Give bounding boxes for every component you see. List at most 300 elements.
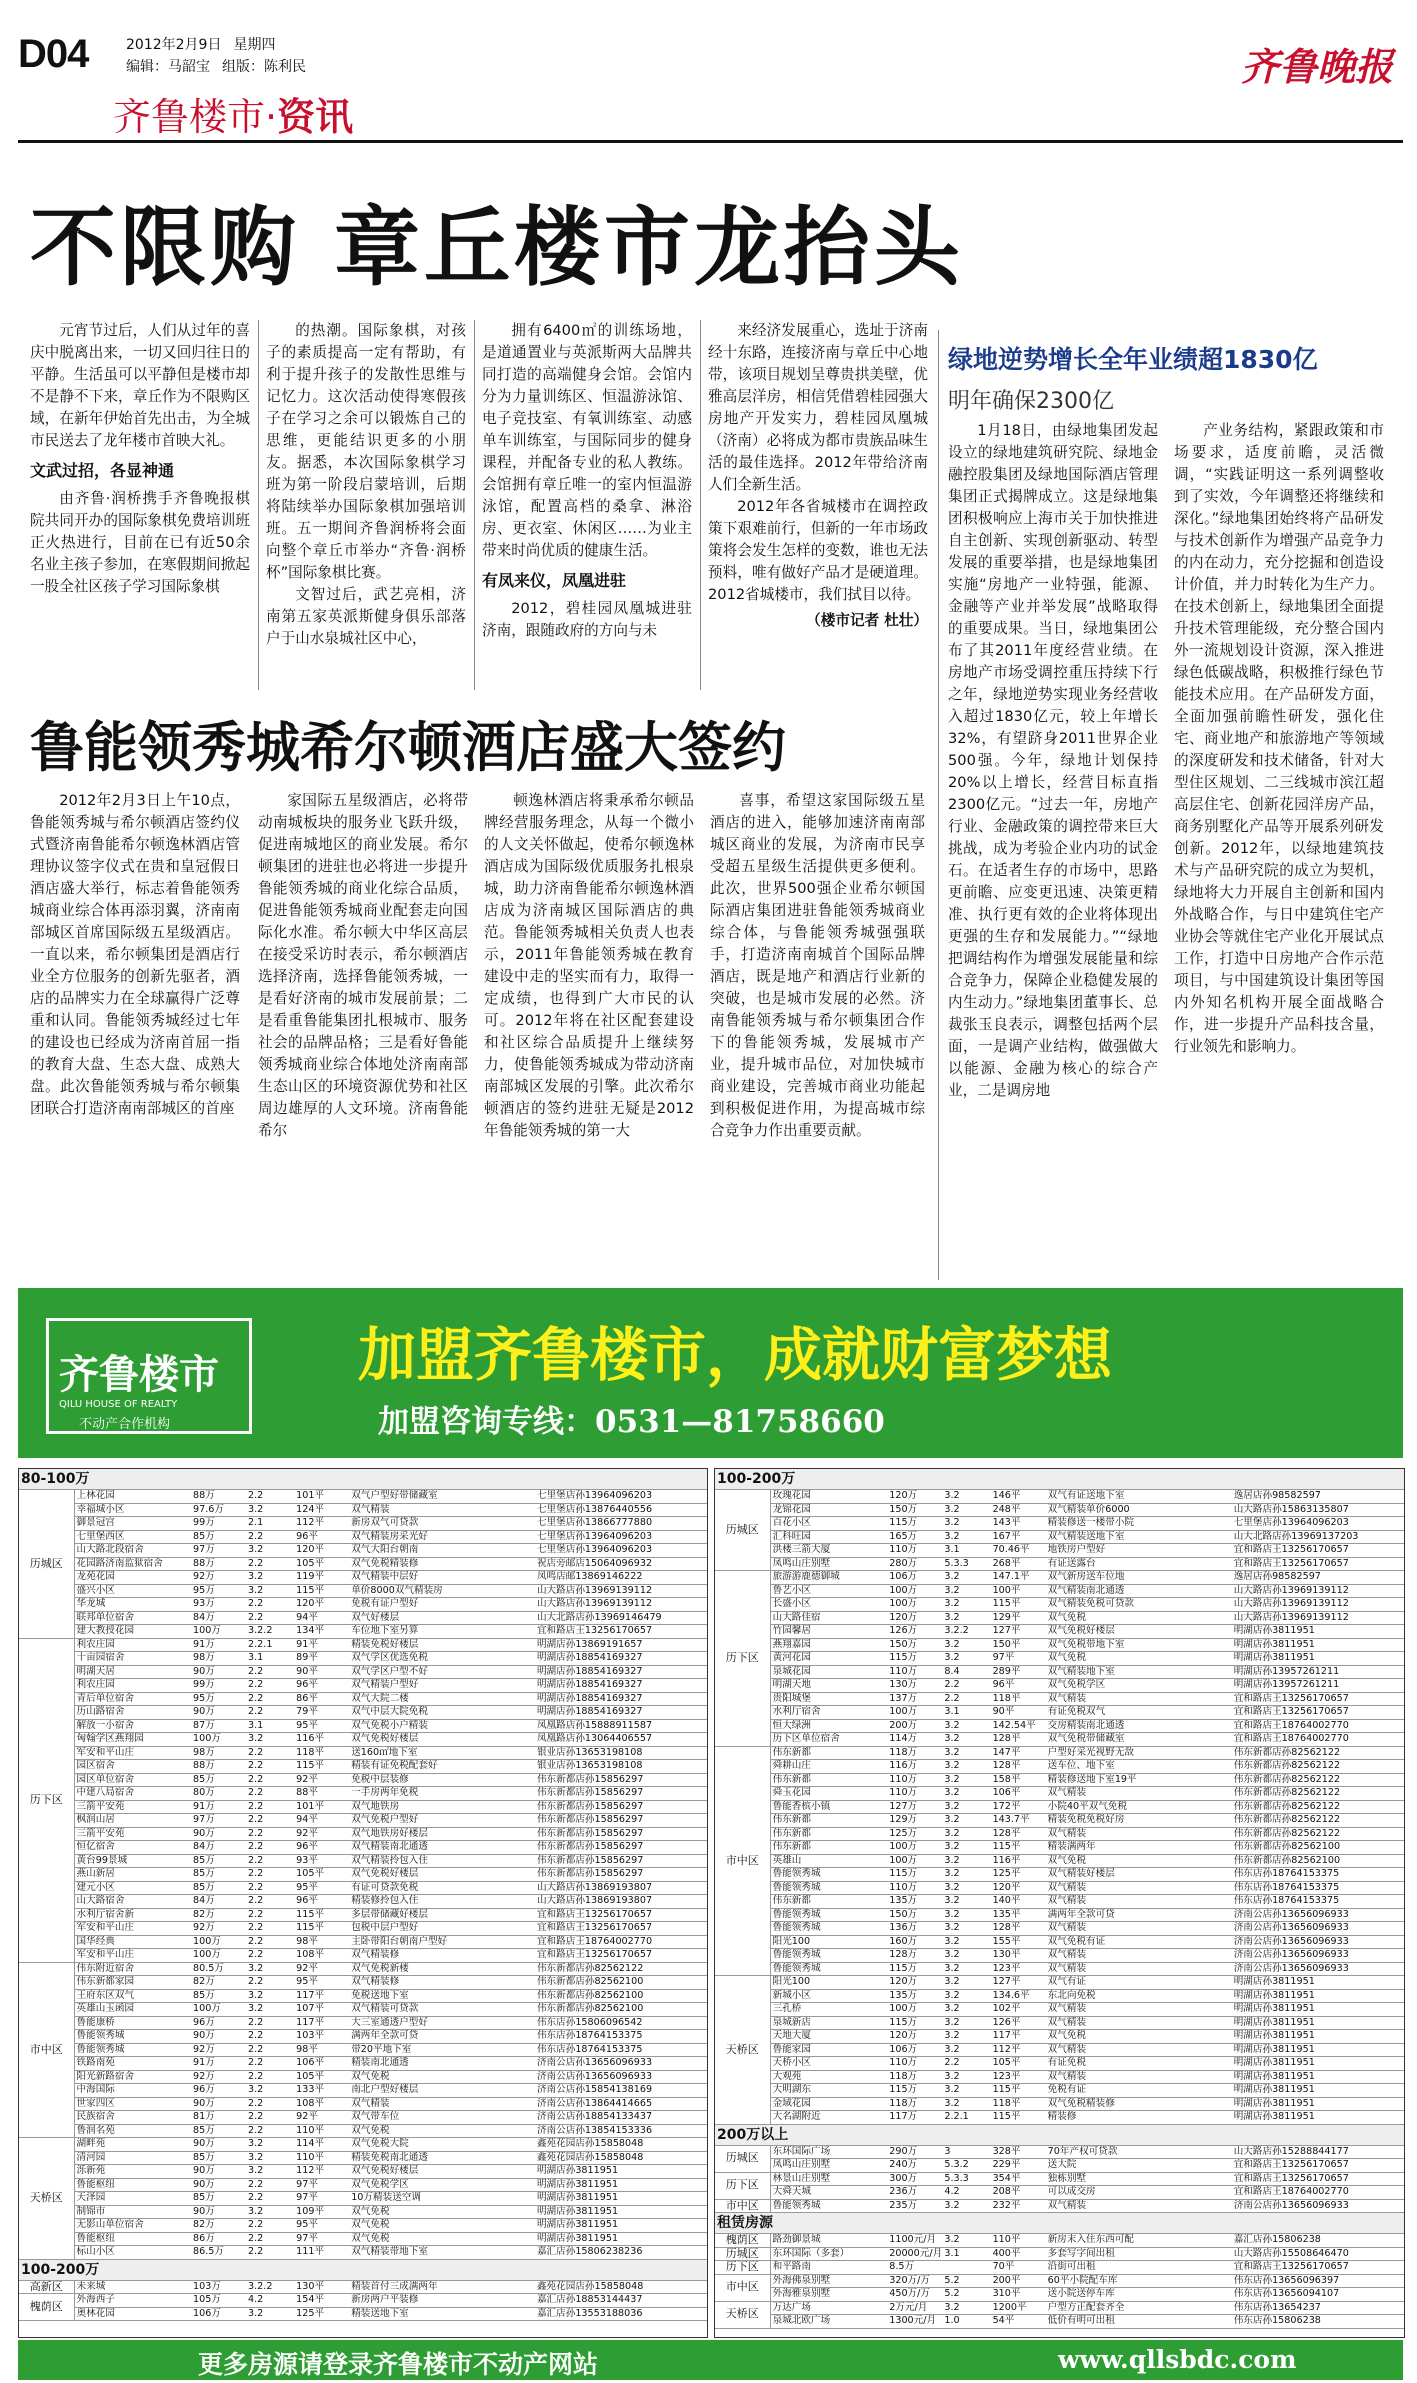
- listing-area: 95平: [294, 2219, 349, 2233]
- story1-byline: （楼市记者 杜壮）: [806, 612, 928, 629]
- listing-note: 双气精装送地下室: [1046, 1530, 1232, 1544]
- story1-column-1: [30, 320, 250, 690]
- listing-agent: 伟东店孙18764153375: [535, 2030, 707, 2044]
- listing-layout: 3.2: [942, 1841, 990, 1855]
- listing-name: 鲁艺小区: [770, 1584, 887, 1598]
- listing-row: [19, 2165, 707, 2179]
- section-separator: ·: [265, 95, 278, 139]
- listing-layout: 2.2: [246, 1949, 294, 1963]
- listing-row: [715, 2145, 1404, 2159]
- listing-note: 免税有证户型好: [349, 1598, 535, 1612]
- story2-col2-text: 家国际五星级酒店，必将带动南城板块的服务业飞跃升级，促进南城地区的商业发展。希尔顿集团的进驻也必将进一步提升鲁能领秀城的商业化综合品质，促进鲁能领秀城商业配套走向国际化水准。希尔顿大中华区高层在接受采访时表示，希尔顿酒店选择济南，选择鲁能领秀城，一是看好济南的城市发展前景；二是看重鲁能集团扎根城市、服务社会的品牌品格；三是看好鲁能领秀城商业综合体地处济南南部生态山区的环境资源优势和社区周边雄厚的人文环境。济南鲁能希尔: [258, 792, 468, 1139]
- listing-area: 96平: [991, 1679, 1046, 1693]
- listing-note: 送160㎡地下室: [349, 1746, 535, 1760]
- listing-agent: 伟东新都店孙82562122: [1232, 1814, 1404, 1828]
- listing-price: 125万: [887, 1827, 942, 1841]
- listing-area: 89平: [294, 1652, 349, 1666]
- listing-area: 147平: [991, 1746, 1046, 1760]
- listing-note: 双气免税学区: [1046, 1679, 1232, 1693]
- listing-layout: 3.2: [246, 1503, 294, 1517]
- listing-price: 115万: [887, 1652, 942, 1666]
- listing-area: 109平: [294, 2205, 349, 2219]
- listing-layout: 3.2: [942, 1571, 990, 1585]
- listing-layout: 2.2: [246, 2232, 294, 2246]
- listing-agent: 伟东店孙15806238: [1232, 2315, 1404, 2329]
- listing-agent: 逸居店孙98582597: [1232, 1571, 1404, 1585]
- listing-agent: 明湖店孙3811951: [1232, 1989, 1404, 2003]
- listing-note: 送车位、地下室: [1046, 1760, 1232, 1774]
- listing-agent: 宜和路店王13256170657: [1232, 1544, 1404, 1558]
- listing-layout: 3.2: [942, 1868, 990, 1882]
- listing-price: 98万: [191, 1652, 246, 1666]
- listing-area: 97平: [294, 2232, 349, 2246]
- listing-price: 150万: [887, 1638, 942, 1652]
- listing-agent: 逸居店孙98582597: [1232, 1490, 1404, 1504]
- listing-row: [19, 2111, 707, 2125]
- listing-note: 有证免税双气: [1046, 1706, 1232, 1720]
- listings-right: [714, 1468, 1405, 2338]
- listing-row: [715, 1908, 1404, 1922]
- district-label: 槐荫区: [715, 2234, 770, 2248]
- listing-layout: 2.2: [246, 2097, 294, 2111]
- listing-row: [19, 2138, 707, 2152]
- district-label: 历城区: [19, 1490, 74, 1639]
- listing-agent: 济南公店孙13656096933: [535, 2057, 707, 2071]
- listing-name: 大观苑: [770, 2070, 887, 2084]
- listing-agent: 宜和路店王13256170657: [1232, 2159, 1404, 2173]
- story2-headline: 鲁能领秀城希尔顿酒店盛大签约: [30, 716, 786, 779]
- listing-layout: 3.2: [942, 2084, 990, 2098]
- listing-area: 130平: [294, 2280, 349, 2294]
- listing-area: 103平: [294, 2030, 349, 2044]
- listing-row: [715, 2315, 1404, 2329]
- listing-agent: 七里堡店孙13964096203: [535, 1544, 707, 1558]
- listing-name: 鲁能领秀城: [74, 2043, 191, 2057]
- listing-price: 96万: [191, 2016, 246, 2030]
- listing-note: 满两年全款可贷: [1046, 1908, 1232, 1922]
- listing-note: 双气免税户型好: [349, 1814, 535, 1828]
- listing-price: 135万: [887, 1895, 942, 1909]
- listing-layout: 3.1: [942, 1544, 990, 1558]
- story1-col3b-text: 2012，碧桂园凤凰城进驻济南，跟随政府的方向与未: [482, 600, 692, 639]
- listing-name: 湖畔苑: [74, 2138, 191, 2152]
- listing-note: 大三室通透户型好: [349, 2016, 535, 2030]
- listing-name: 山大路北段宿舍: [74, 1544, 191, 1558]
- listing-layout: 2.2: [246, 2178, 294, 2192]
- listing-layout: 3.2.2: [246, 2280, 294, 2294]
- listing-note: 双气中层大院免税: [349, 1706, 535, 1720]
- listing-layout: 4.2: [246, 2294, 294, 2308]
- listing-price: 85万: [191, 1868, 246, 1882]
- listing-layout: 3.2: [942, 1584, 990, 1598]
- listing-agent: 济南公店孙13864414665: [535, 2097, 707, 2111]
- side-col2-text: 产业务结构，紧跟政策和市场要求，适度前瞻，灵活微调，“实践证明这一系列调整收到了实效，今年调整还将继续和深化。”绿地集团始终将产品研发与技术创新作为增强产品竞争力的内在动力，充分挖掘和创造设计价值，并力时转化为生产力。在技术创新上，绿地集团全面提升技术管理能级，充分整合国内外一流规划设计资源，深入推进绿色低碳战略，积极推行绿色节能技术应用。在产品研发方面，全面加强前瞻性研发，强化住宅、商业地产和旅游地产等领域的深度研发和技术储备，针对大型住区规划、二三线城市滨江超高层住宅、创新花园洋房产品，商务别墅化产品等开展系列研发创新。2012年，以绿地建筑技术与产品研究院的成立为契机，绿地将大力开展自主创新和国内外战略合作，与日中建筑住宅产业协会等就住宅产业化开展试点工作，打造中日房地产合作示范项目，与中国建筑设计集团等国内外知名机构开展全面战略合作，进一步提升产品科技含量，行业领先和影响力。: [1174, 422, 1384, 1055]
- listing-area: 248平: [991, 1503, 1046, 1517]
- listing-name: 贵阳城堡: [770, 1692, 887, 1706]
- listing-note: 精装送地下室: [349, 2307, 535, 2321]
- listing-area: 115平: [294, 1584, 349, 1598]
- listing-area: 128平: [991, 1760, 1046, 1774]
- listing-note: 双气精装房采光好: [349, 1530, 535, 1544]
- listing-layout: 3.2: [942, 1922, 990, 1936]
- listing-row: [19, 1908, 707, 1922]
- listing-layout: 3.1: [942, 2247, 990, 2261]
- listing-layout: 5.3.3: [942, 2172, 990, 2186]
- listing-area: 129平: [991, 1611, 1046, 1625]
- listing-area: 155平: [991, 1935, 1046, 1949]
- listing-name: 枫润山居: [74, 1814, 191, 1828]
- listing-price: 100万: [887, 1598, 942, 1612]
- listing-name: 恒亿宿舍: [74, 1841, 191, 1855]
- listing-area: 101平: [294, 1490, 349, 1504]
- listing-area: 115平: [294, 1922, 349, 1936]
- price-section-row: [715, 1469, 1404, 1490]
- listing-note: 新房两户平装修: [349, 2294, 535, 2308]
- listing-agent: 宜和路店王18764002770: [1232, 2186, 1404, 2200]
- listing-area: 142.54平: [991, 1719, 1046, 1733]
- banner-logo: [46, 1318, 252, 1434]
- listing-layout: 3.2: [942, 1517, 990, 1531]
- listing-row: [19, 1517, 707, 1531]
- listing-row: [19, 1679, 707, 1693]
- listing-price: 20000元/月: [889, 2247, 943, 2259]
- listing-price: 8.5万: [887, 2261, 942, 2275]
- listing-name: 建元小区: [74, 1881, 191, 1895]
- listing-price: 100万: [887, 2003, 942, 2017]
- listing-agent: 济南公店孙13656096933: [535, 2070, 707, 2084]
- listing-name: 伟东新都: [770, 1827, 887, 1841]
- listing-name: 长盛小区: [770, 1598, 887, 1612]
- listing-area: 118平: [991, 2097, 1046, 2111]
- listing-note: 双气免税: [1046, 1854, 1232, 1868]
- listing-agent: 伟东新都店孙82562122: [1232, 1800, 1404, 1814]
- listing-area: 154平: [294, 2294, 349, 2308]
- listing-layout: 3.2: [942, 1989, 990, 2003]
- story2-col4-text: 喜事，希望这家国际级五星酒店的进入，能够加速济南南部城区商业的发展，为济南市民享受超五星级生活提供更多便利。此次，世界500强企业希尔顿国际酒店集团进驻鲁能领秀城商业综合体，与鲁能领秀城强强联手，打造济南南城首个国际品牌酒店，既是地产和酒店行业新的突破，也是城市发展的必然。济南鲁能领秀城与希尔顿集团合作下的鲁能领秀城，发展城市产业，提升城市品位，对加快城市商业建设，完善城市商业功能起到积极促进作用，为提高城市综合竞争力作出重要贡献。: [710, 792, 925, 1139]
- listing-name: 华龙城: [74, 1598, 191, 1612]
- story2-col1-text: 2012年2月3日上午10点，鲁能领秀城与希尔顿酒店签约仪式暨济南鲁能希尔顿逸林酒店管理协议签字仪式在贵和皇冠假日酒店盛大举行，标志着鲁能领秀城商业综合体再添羽翼，济南南部城区首席国际级五星级酒店。一直以来，希尔顿集团是酒店行业全方位服务的创新先驱者，酒店的品牌实力在全球赢得广泛尊重和认同。鲁能领秀城经过七年的建设也已经成为济南首屈一指的教育大盘、生态大盘、成熟大盘。此次鲁能领秀城与希尔顿集团联合打造济南南部城区的首座: [30, 792, 240, 1117]
- story1-column-3: [482, 320, 692, 690]
- listing-row: [715, 2159, 1404, 2173]
- listing-layout: 3.2: [246, 1544, 294, 1558]
- story1-column-2: [266, 320, 466, 690]
- listing-name: 三箭平安苑: [74, 1800, 191, 1814]
- listing-note: 免税送地下室: [349, 1989, 535, 2003]
- listing-row: [715, 1530, 1404, 1544]
- listing-price: 90万: [191, 1665, 246, 1679]
- listing-price: 85万: [191, 1854, 246, 1868]
- listing-row: [715, 1706, 1404, 1720]
- listing-layout: 2.2: [246, 1922, 294, 1936]
- listing-note: 精装修: [1046, 2111, 1232, 2125]
- listing-name: 汇科旺园: [770, 1530, 887, 1544]
- listing-agent: 明湖店孙3811951: [1232, 1625, 1404, 1639]
- listing-area: 119平: [294, 1571, 349, 1585]
- listing-layout: 2.2: [246, 1854, 294, 1868]
- listing-layout: 3.2: [942, 1773, 990, 1787]
- side-story: [948, 340, 1388, 1270]
- listing-note: 沿街可出租: [1046, 2261, 1232, 2275]
- listing-note: 精装修拎包入住: [349, 1895, 535, 1909]
- listing-agent: 明湖店孙3811951: [535, 2205, 707, 2219]
- listing-agent: 伟东店孙18764153375: [535, 2043, 707, 2057]
- section-title: [113, 86, 353, 141]
- listing-agent: 明湖店孙18854169327: [535, 1665, 707, 1679]
- listing-agent: 伟东新都店孙82562100: [535, 1989, 707, 2003]
- listing-price: 110万: [887, 1544, 942, 1558]
- listing-agent: 银业店孙13653198108: [535, 1760, 707, 1774]
- listing-area: 95平: [294, 1881, 349, 1895]
- listing-price: 116万: [887, 1760, 942, 1774]
- listing-name: 燕翔嘉园: [770, 1638, 887, 1652]
- listing-name: 军安和平山庄: [74, 1746, 191, 1760]
- listing-area: 232平: [991, 2199, 1046, 2213]
- listing-area: 128平: [991, 1827, 1046, 1841]
- listing-agent: 济南公店孙13656096933: [1232, 1922, 1404, 1936]
- listing-row: [19, 1598, 707, 1612]
- listing-note: 精装首付三成满两年: [349, 2280, 535, 2294]
- listing-price: 85万: [191, 1881, 246, 1895]
- listing-note: 双气精装: [1046, 2016, 1232, 2030]
- listing-note: 双气精装户型好: [349, 1679, 535, 1693]
- column-divider: [474, 320, 475, 690]
- listings-left: [18, 1468, 708, 2338]
- listing-row: [19, 1719, 707, 1733]
- listing-price: 320万/万: [887, 2274, 942, 2288]
- story2-column-4: [710, 790, 925, 1270]
- listing-row: [715, 2016, 1404, 2030]
- listing-note: 双气免税好楼层: [349, 1868, 535, 1882]
- listing-note: 新房双气可贷款: [349, 1517, 535, 1531]
- listing-agent: 明湖店孙13869191657: [535, 1638, 707, 1652]
- listing-name: 鲁能领秀城: [770, 2199, 887, 2213]
- listing-layout: 2.2: [246, 1530, 294, 1544]
- listing-price: 100万: [191, 1935, 246, 1949]
- listing-agent: 山大路店孙13869193807: [535, 1895, 707, 1909]
- listing-name: 三孔桥: [770, 2003, 887, 2017]
- story1-col4b-text: 2012年各省城楼市在调控政策下艰难前行，但新的一年市场政策将会发生怎样的变数，谁也无法预料，唯有做好产品才是硬道理。2012省城楼市，我们拭目以待。: [708, 498, 928, 603]
- listing-name: 伟东新都: [770, 1895, 887, 1909]
- listing-row: [715, 2172, 1404, 2186]
- listing-agent: 伟东新都店孙15856297: [535, 1787, 707, 1801]
- listing-agent: 凤鸣店邮13869146222: [535, 1571, 707, 1585]
- price-section-label: 租赁房源: [715, 2213, 1404, 2234]
- listing-name: 奥林花园: [74, 2307, 191, 2321]
- listing-row: [715, 1962, 1404, 1976]
- listing-agent: 济南公店孙13656096933: [1232, 1935, 1404, 1949]
- listing-row: [715, 1989, 1404, 2003]
- listing-area: 88平: [294, 1787, 349, 1801]
- listing-note: 双气免税新楼: [349, 1962, 535, 1976]
- listing-area: 208平: [991, 2186, 1046, 2200]
- listing-note: 独栋别墅: [1046, 2172, 1232, 2186]
- listing-layout: 2.2: [246, 1908, 294, 1922]
- story1-col2-text: 的热潮。国际象棋，对孩子的素质提高一定有帮助，有利于提升孩子的发散性思维与记忆力。这次活动使得寒假孩子在学习之余可以锻炼自己的思维，更能结识更多的小朋友。据悉，本次国际象棋学习班为第一阶段启蒙培训，后期将陆续举办国际象棋加强培训班。五一期间齐鲁润桥将会面向整个章丘市举办“齐鲁·润桥杯”国际象棋比赛。: [266, 322, 466, 581]
- listing-area: 92平: [294, 1962, 349, 1976]
- listing-price: 80万: [191, 1787, 246, 1801]
- listing-price: 120万: [887, 1976, 942, 1990]
- listing-name: 鲁能领秀城: [770, 1868, 887, 1882]
- listing-layout: 5.2: [942, 2274, 990, 2288]
- listing-agent: 七里堡店孙13964096203: [535, 1490, 707, 1504]
- listing-layout: 2.2: [246, 1773, 294, 1787]
- listing-price: 103万: [191, 2280, 246, 2294]
- listing-note: 交房精装南北通透: [1046, 1719, 1232, 1733]
- listing-agent: 宜和路店王13256170657: [535, 1625, 707, 1639]
- listing-name: 鲁能枢纽: [74, 2232, 191, 2246]
- listing-note: 双气免税: [1046, 2030, 1232, 2044]
- listing-agent: 明湖店孙3811951: [1232, 2070, 1404, 2084]
- banner-logo-sub: 不动产合作机构: [79, 1417, 171, 1432]
- listing-name: 青后单位宿舍: [74, 1692, 191, 1706]
- listing-note: 双气精装: [1046, 2003, 1232, 2017]
- listing-row: [19, 1557, 707, 1571]
- listing-area: 143平: [991, 1517, 1046, 1531]
- listing-layout: 2.2: [246, 1827, 294, 1841]
- listing-price: 81万: [191, 2111, 246, 2125]
- listing-layout: 3.2: [246, 2138, 294, 2152]
- listing-note: 双气免税带储藏室: [1046, 1733, 1232, 1747]
- listing-note: 双气免税带地下室: [1046, 1638, 1232, 1652]
- listing-layout: 2.2: [246, 1598, 294, 1612]
- listing-name: 伟东附近宿舍: [74, 1962, 191, 1976]
- listing-price: 88万: [191, 1557, 246, 1571]
- listing-name: 恒大绿洲: [770, 1719, 887, 1733]
- listing-price: 82万: [191, 1976, 246, 1990]
- listing-row: [715, 1746, 1404, 1760]
- listing-name: 国华经典: [74, 1935, 191, 1949]
- price-section-row: [19, 2259, 707, 2280]
- district-label: 历下区: [19, 1638, 74, 1962]
- listing-price: 150万: [887, 1908, 942, 1922]
- listing-name: 鲁能领秀城: [74, 2030, 191, 2044]
- listing-layout: 2.2: [246, 1692, 294, 1706]
- listing-note: 精装免税免税好房: [1046, 1814, 1232, 1828]
- listing-row: [19, 2030, 707, 2044]
- listing-name: 天桥小区: [770, 2057, 887, 2071]
- listing-agent: 明湖店孙18854169327: [535, 1692, 707, 1706]
- listing-name: 园区宿舍: [74, 1760, 191, 1774]
- listing-area: 134平: [294, 1625, 349, 1639]
- listing-area: 116平: [294, 1733, 349, 1747]
- listing-agent: 山大路店孙13969139112: [1232, 1598, 1404, 1612]
- listing-row: [715, 1665, 1404, 1679]
- listing-agent: 宜和路店王18764002770: [1232, 1733, 1404, 1747]
- listing-row: [715, 1733, 1404, 1747]
- listing-name: 匈翰学区燕翔园: [74, 1733, 191, 1747]
- listing-row: [19, 1652, 707, 1666]
- listing-agent: 七里堡店孙13866777880: [535, 1517, 707, 1531]
- listing-area: 112平: [991, 2043, 1046, 2057]
- listing-agent: 明湖店孙3811951: [1232, 2043, 1404, 2057]
- listing-price: 85万: [191, 2151, 246, 2165]
- listing-agent: 明湖店孙3811951: [535, 2232, 707, 2246]
- listing-row: [19, 2178, 707, 2192]
- listing-agent: 山大路店孙13969139112: [1232, 1584, 1404, 1598]
- listing-note: 双气免税有证: [1046, 1935, 1232, 1949]
- listing-row: [19, 1746, 707, 1760]
- listing-agent: 山大北路店孙13969146479: [535, 1611, 707, 1625]
- listing-area: 110平: [294, 2151, 349, 2165]
- listing-row: [19, 1625, 707, 1639]
- listing-name: 鲁能领秀城: [770, 1949, 887, 1963]
- listing-agent: 嘉汇店孙18853144437: [535, 2294, 707, 2308]
- listing-agent: 银业店孙13653198108: [535, 1746, 707, 1760]
- listing-agent: 嘉汇店孙15806238236: [535, 2246, 707, 2260]
- listing-name: 鲁能领秀城: [770, 1908, 887, 1922]
- listing-layout: 3.2: [246, 2165, 294, 2179]
- listing-price: 1100元/月: [887, 2234, 942, 2248]
- listing-agent: 明湖店孙13957261211: [1232, 1679, 1404, 1693]
- listing-name: 利农庄园: [74, 1679, 191, 1693]
- listing-area: 128平: [991, 1733, 1046, 1747]
- listing-agent: 伟东新都店孙82562122: [1232, 1746, 1404, 1760]
- listing-name: 伟东新都家园: [74, 1976, 191, 1990]
- listing-row: [19, 1760, 707, 1774]
- listing-layout: 2.2: [246, 2043, 294, 2057]
- listing-price: 100万: [887, 1584, 942, 1598]
- listing-note: 双气精装带地下室: [349, 2246, 535, 2260]
- listing-layout: 2.2.1: [246, 1638, 294, 1652]
- listing-agent: 伟东新都店孙82562122: [1232, 1827, 1404, 1841]
- listing-note: 双气精装: [349, 2097, 535, 2111]
- listing-name: 山大路佳宿: [770, 1611, 887, 1625]
- listing-layout: 3.2: [246, 2151, 294, 2165]
- listing-name: 金域花园: [770, 2097, 887, 2111]
- listing-layout: 4.2: [942, 2186, 990, 2200]
- listing-area: 101平: [294, 1800, 349, 1814]
- listing-area: 125平: [991, 1868, 1046, 1882]
- listing-name: 园区单位宿舍: [74, 1773, 191, 1787]
- listing-name: 解放一小宿舍: [74, 1719, 191, 1733]
- listing-row: [715, 2043, 1404, 2057]
- listing-row: [715, 2111, 1404, 2125]
- listing-name: 英雄山玉函园: [74, 2003, 191, 2017]
- listing-row: [715, 2261, 1404, 2275]
- listing-layout: 2.2: [246, 1557, 294, 1571]
- listing-table: [19, 1469, 707, 2321]
- listing-layout: 3.1: [942, 1706, 990, 1720]
- listing-row: [715, 2288, 1404, 2302]
- listing-price: 85万: [191, 2192, 246, 2206]
- listing-price: 150万: [887, 1503, 942, 1517]
- listing-layout: 2.2: [246, 2246, 294, 2260]
- listing-layout: 3.2: [942, 1935, 990, 1949]
- listing-area: 90平: [991, 1706, 1046, 1720]
- listing-price: 92万: [191, 2070, 246, 2084]
- listing-price: 115万: [887, 1962, 942, 1976]
- listing-agent: 明湖店孙3811951: [1232, 1652, 1404, 1666]
- listing-name: 七里堡西区: [74, 1530, 191, 1544]
- listing-note: 双气精装: [1046, 1692, 1232, 1706]
- listing-agent: 伟东新都店孙15856297: [535, 1868, 707, 1882]
- listing-price: 91万: [191, 1800, 246, 1814]
- listing-area: 117平: [294, 1989, 349, 2003]
- listing-note: 双气新房送车位地: [1046, 1571, 1232, 1585]
- listing-price: 98万: [191, 1746, 246, 1760]
- listing-layout: 2.2: [246, 1881, 294, 1895]
- listing-price: 115万: [887, 1868, 942, 1882]
- listing-name: 大舜天城: [770, 2186, 887, 2200]
- listing-layout: 3.2: [246, 1989, 294, 2003]
- listing-area: 229平: [991, 2159, 1046, 2173]
- listing-area: 97平: [991, 1652, 1046, 1666]
- district-label: 历城区: [715, 2145, 770, 2172]
- listing-layout: 3.2: [942, 1827, 990, 1841]
- listing-price: 136万: [887, 1922, 942, 1936]
- listing-name: 伟东新都: [770, 1841, 887, 1855]
- listing-row: [715, 2097, 1404, 2111]
